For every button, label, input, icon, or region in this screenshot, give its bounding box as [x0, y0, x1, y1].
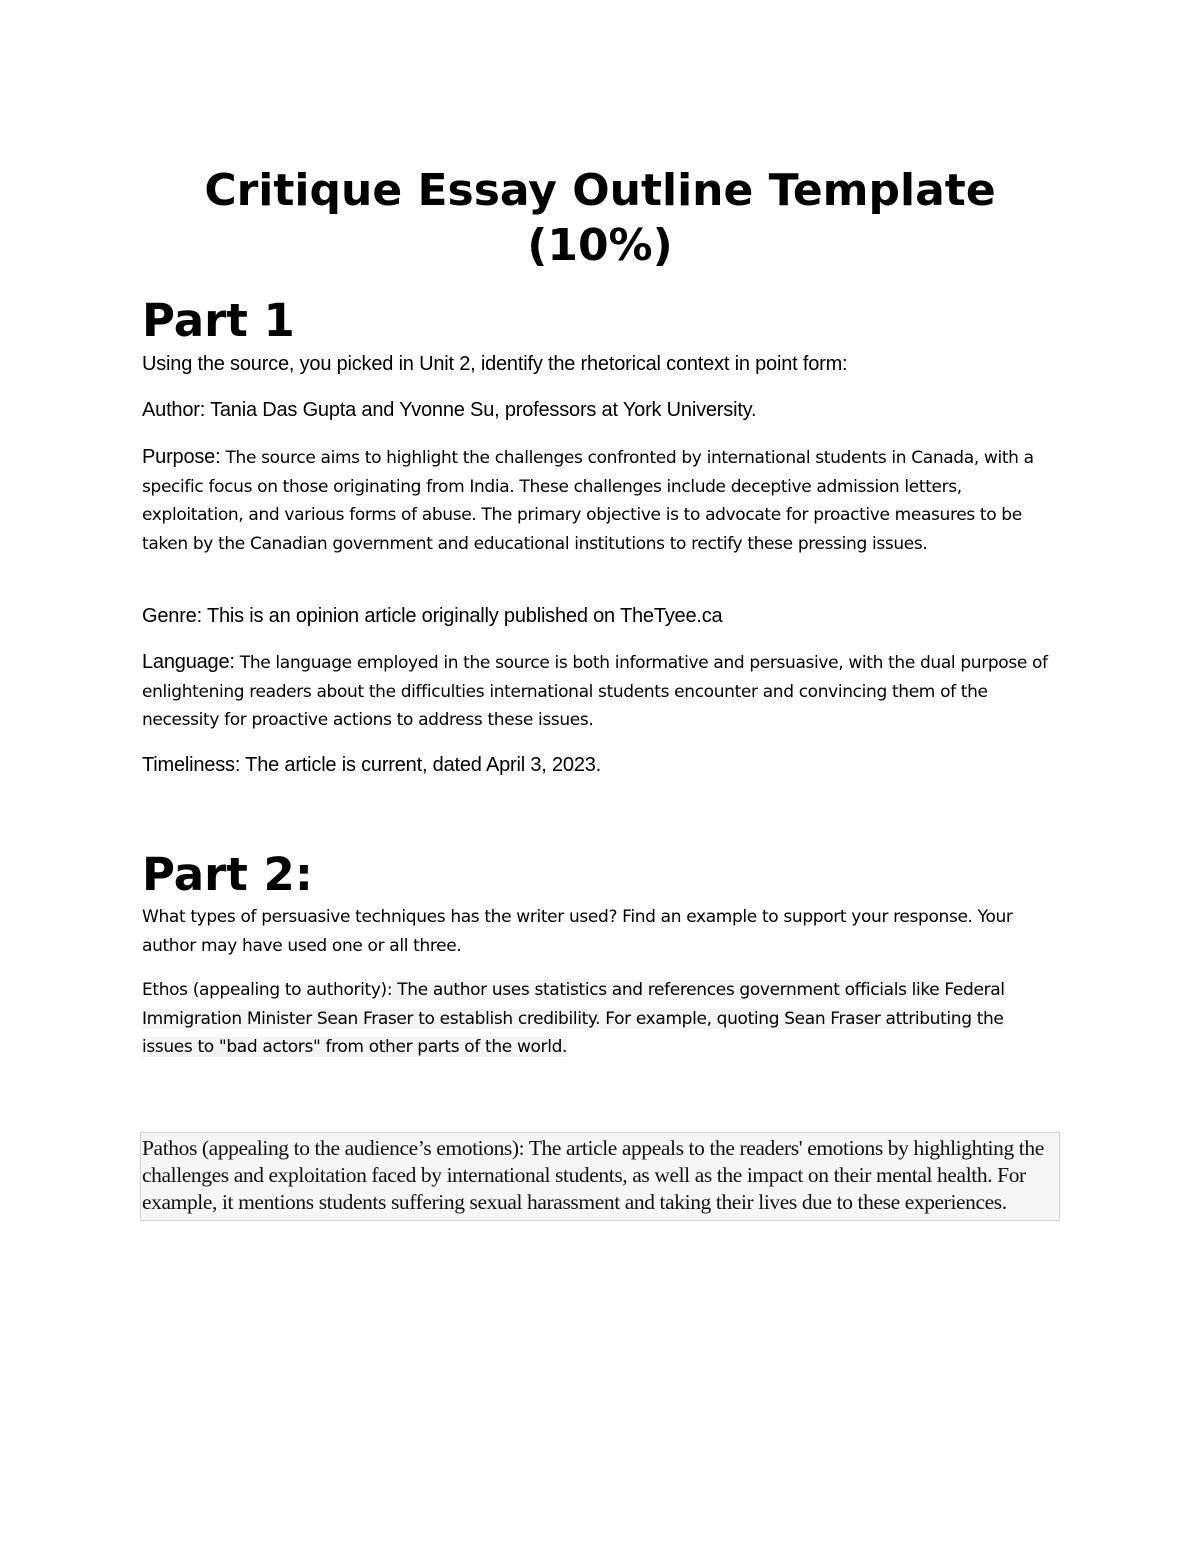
language-paragraph: [142, 648, 1062, 735]
purpose-label: Purpose:: [142, 446, 221, 468]
purpose-text: The source aims to highlight the challenges confronted by international students in Canada, with a specific focus on those originating from India. These challenges include deceptive admission letters, exploitation, and various forms of abuse. The primary objective is to advocate for proactive measures to be taken by the Canadian government and educational institutions to rectify these pressing issues.: [142, 448, 1034, 554]
author-line: Author: Tania Das Gupta and Yvonne Su, professors at York University.: [142, 399, 757, 421]
purpose-paragraph: [142, 443, 1062, 558]
pathos-text-box: Pathos (appealing to the audience’s emotions): The article appeals to the readers' emotions by highlighting the challenges and exploitation faced by international students, as well as the impact on their mental health. For example, it mentions students suffering sexual harassment and taking their lives due to these experiences.: [140, 1132, 1060, 1221]
part2-heading: Part 2:: [142, 848, 313, 901]
language-label: Language:: [142, 651, 235, 673]
document-title: Critique Essay Outline Template (10%): [204, 165, 996, 271]
language-text: The language employed in the source is both informative and persuasive, with the dual purpose of enlightening readers about the difficulties international students encounter and convincing them of the necessity for proactive actions to address these issues.: [142, 653, 1048, 730]
genre-line: Genre: This is an opinion article originally published on TheTyee.ca: [142, 605, 723, 627]
part1-heading: Part 1: [142, 294, 295, 347]
part1-prompt: Using the source, you picked in Unit 2, identify the rhetorical context in point form:: [142, 353, 848, 375]
ethos-text: The author uses statistics and references government officials like Federal Immigration Minister Sean Fraser to establish credibility. For example, quoting Sean Fraser attributing the issues to "bad actors" from other parts of the world.: [142, 980, 1005, 1057]
part2-prompt: What types of persuasive techniques has the writer used? Find an example to support your response. Your author may have used one or all three.: [142, 907, 1013, 956]
timeliness-line: Timeliness: The article is current, dated April 3, 2023.: [142, 754, 602, 776]
ethos-label: Ethos (appealing to authority):: [142, 980, 393, 1000]
ethos-paragraph: [142, 976, 1022, 1062]
